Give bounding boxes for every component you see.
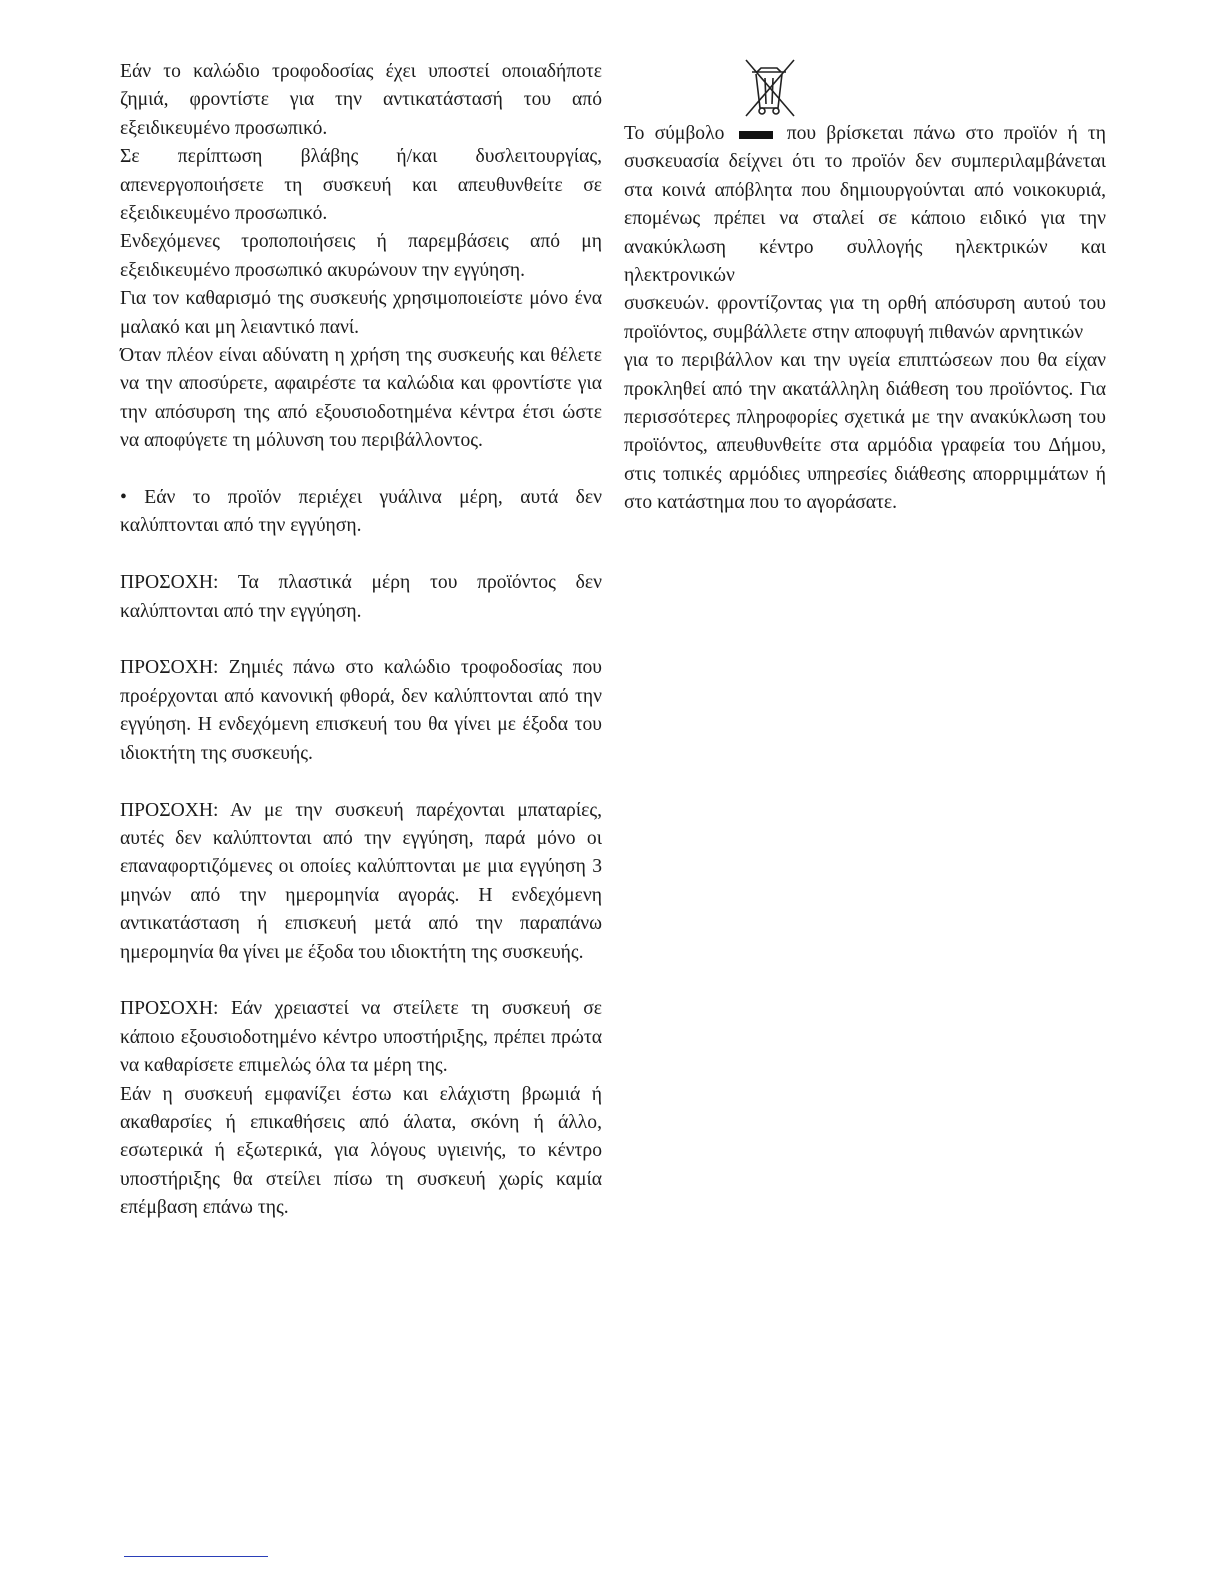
left-column [120,58,602,1223]
modifications-paragraph: Ενδεχόμενες τροποποιήσεις ή παρεμβάσεις από μη εξειδικευμένο προσωπικό ακυρώνουν την εγγύηση. [120,231,602,281]
cleaning-paragraph: Για τον καθαρισμό της συσκευής χρησιμοποιείστε μόνο ένα μαλακό και μη λειαντικό πανί. [120,288,602,338]
weee-paragraph-3: για το περιβάλλον και την υγεία επιπτώσεων που θα είχαν προκληθεί από την ακατάλληλη διάθεση του προϊόντος. Για περισσότερες πληροφορίες σχετικά με την ανακύκλωση του προϊόντος, απευθυνθείτε στα αρμόδια γραφεία του Δήμου, στις τοπικές αρμόδιες υπηρεσίες διάθεσης απορριμμάτων ή στο κατάστημα που το αγοράσατε. [624,350,1106,514]
spacer [120,626,602,654]
power-cord-wear-warning: ΠΡΟΣΟΧΗ: Ζημιές πάνω στο καλώδιο τροφοδοσίας που προέρχονται από κανονική φθορά, δεν καλύπτονται από την εγγύηση. Η ενδεχόμενη επισκευή του θα γίνει με έξοδα του ιδιοκτήτη της συσκευής. [120,657,602,764]
spacer [120,456,602,484]
glass-parts-bullet: • Εάν το προϊόν περιέχει γυάλινα μέρη, αυτά δεν καλύπτονται από την εγγύηση. [120,487,602,537]
footnote-separator [124,1556,268,1557]
spacer [120,541,602,569]
malfunction-paragraph: Σε περίπτωση βλάβης ή/και δυσλειτουργίας, απενεργοποιήσετε τη συσκευή και απευθυνθείτε σε εξειδικευμένο προσωπικό. [120,146,602,225]
disposal-paragraph: Όταν πλέον είναι αδύνατη η χρήση της συσκευής και θέλετε να την αποσύρετε, αφαιρέστε τα καλώδια και φροντίστε για την απόσυρση της από εξουσιοδοτημένα κέντρα έτσι ώστε να αποφύγετε τη μόλυνση του περιβάλλοντος. [120,345,602,452]
spacer [120,768,602,796]
weee-symbol [624,58,1106,120]
weee-text-before-symbol: Το σύμβολο [624,123,725,144]
weee-text-after-symbol: που βρίσκεται πάνω στο προϊόν ή τη συσκευασία δείχνει ότι το προϊόν δεν συμπεριλαμβάνεται στα κοινά απόβλητα που δημιουργούνται από νοικοκυριά, επομένως πρέπει να σταλεί σε κάποιο ειδικό για την ανακύκλωση κέντρο συλλογής ηλεκτρικών και ηλεκτρονικών [624,123,1106,287]
crossed-out-wheelie-bin-icon [740,58,800,118]
weee-paragraph-2: συσκευών. φροντίζοντας για τη ορθή απόσυρση αυτού του προϊόντος, συμβάλλετε στην αποφυγή πιθανών αρνητικών [624,293,1106,343]
batteries-warning: ΠΡΟΣΟΧΗ: Αν με την συσκευή παρέχονται μπαταρίες, αυτές δεν καλύπτονται από την εγγύηση, παρά μόνο οι επαναφορτιζόμενες οι οποίες καλύπτονται με μια εγγύηση 3 μηνών από την ημερομηνία αγοράς. Η ενδεχόμενη αντικατάσταση ή επισκευή μετά από την παραπάνω ημερομηνία θα γίνει με έξοδα του ιδιοκτήτη της συσκευής. [120,799,602,963]
right-column [624,58,1106,518]
plastic-parts-warning: ΠΡΟΣΟΧΗ: Τα πλαστικά μέρη του προϊόντος δεν καλύπτονται από την εγγύηση. [120,572,602,622]
service-center-warning: ΠΡΟΣΟΧΗ: Εάν χρειαστεί να στείλετε τη συσκευή σε κάποιο εξουσιοδοτημένο κέντρο υποστήριξης, πρέπει πρώτα να καθαρίσετε επιμελώς όλα τα μέρη της. [120,998,602,1077]
hygiene-paragraph: Εάν η συσκευή εμφανίζει έστω και ελάχιστη βρωμιά ή ακαθαρσίες ή επικαθήσεις από άλατα, σκόνη ή άλλο, εσωτερικά ή εξωτερικά, για λόγους υγιεινής, το κέντρο υποστήριξης θα στείλει πίσω τη συσκευή χωρίς καμία επέμβαση επάνω της. [120,1083,602,1219]
power-cord-damage-paragraph: Εάν το καλώδιο τροφοδοσίας έχει υποστεί οποιαδήποτε ζημιά, φροντίστε για την αντικατάστασή του από εξειδικευμένο προσωπικό. [120,61,602,139]
spacer [120,967,602,995]
black-bar-symbol [739,131,773,139]
weee-paragraph-1 [624,120,1106,290]
